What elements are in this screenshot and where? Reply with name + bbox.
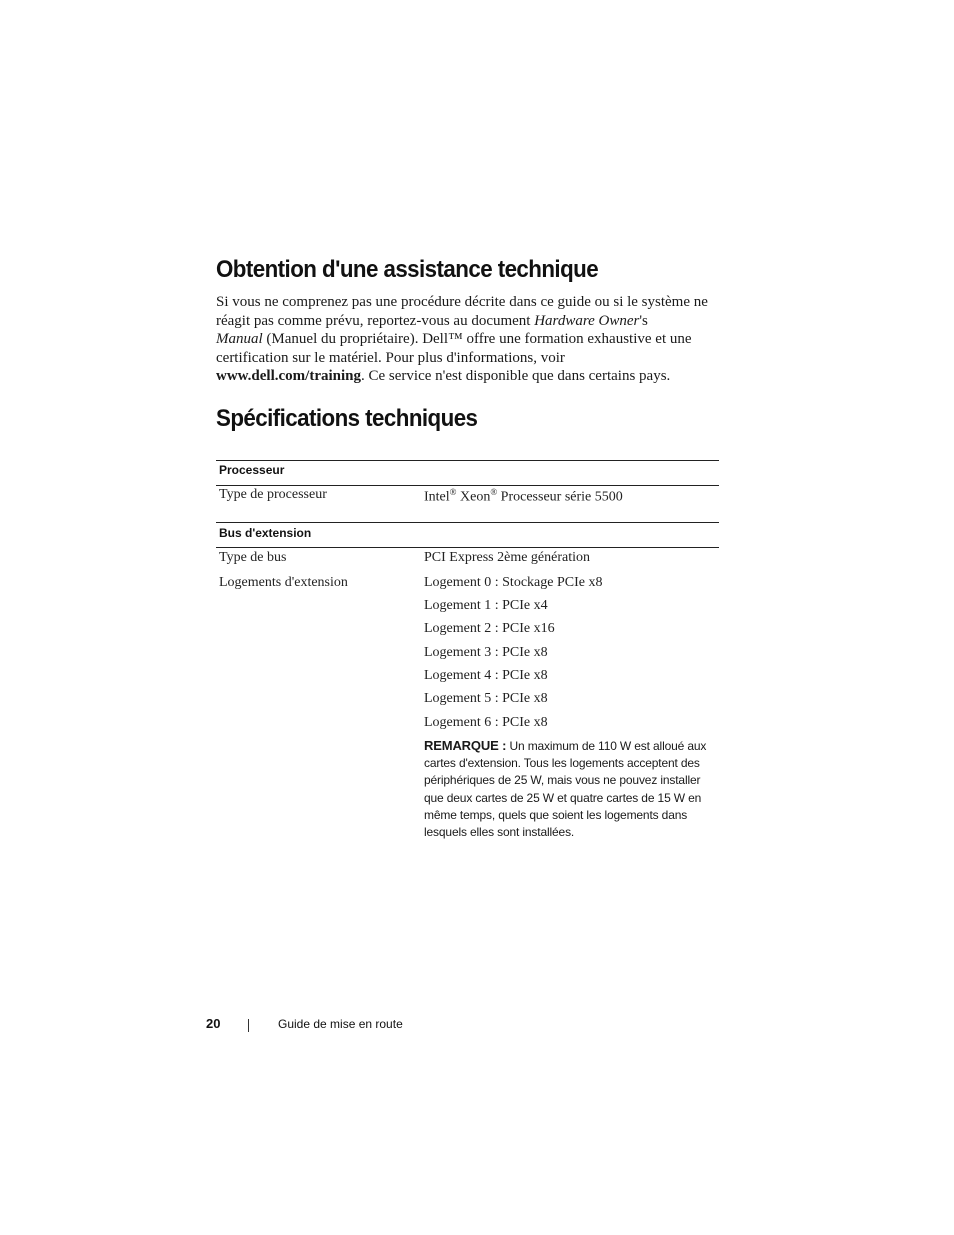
footer-title: Guide de mise en route bbox=[278, 1017, 403, 1031]
slot-item: Logement 0 : Stockage PCIe x8 bbox=[424, 575, 603, 590]
note-label: REMARQUE : bbox=[424, 738, 507, 753]
value-part: Xeon bbox=[456, 489, 491, 505]
table-rule bbox=[216, 522, 719, 523]
table-rule bbox=[216, 485, 719, 486]
slot-item: Logement 1 : PCIe x4 bbox=[424, 598, 548, 613]
table-rule bbox=[216, 460, 719, 461]
slot-item: Logement 2 : PCIe x16 bbox=[424, 621, 555, 636]
slot-item: Logement 5 : PCIe x8 bbox=[424, 691, 548, 706]
slot-item: Logement 4 : PCIe x8 bbox=[424, 668, 548, 683]
processor-type-value bbox=[424, 487, 623, 506]
value-part: Intel bbox=[424, 489, 450, 505]
note-text: Un maximum de 110 W est alloué aux cartes d'extension. Tous les logements acceptent des périphériques de 25 W, mais vous ne pouvez installer que deux cartes de 25 W et quatre cartes de 15 W en même temps, quels que soient les logements dans lesquels elles sont installées. bbox=[424, 739, 707, 840]
table-rule bbox=[216, 547, 719, 548]
table-section-processor: Processeur bbox=[219, 463, 285, 477]
paragraph-text: 's bbox=[639, 312, 648, 329]
paragraph-text: Si vous ne comprenez pas une procédure décrite dans ce guide ou si le système ne réagit pas comme prévu, reportez-vous au document bbox=[216, 294, 708, 329]
processor-type-label: Type de processeur bbox=[219, 487, 327, 502]
doc-title: Hardware Owner bbox=[534, 312, 640, 329]
training-link[interactable]: www.dell.com/training bbox=[216, 368, 361, 385]
assistance-paragraph bbox=[216, 293, 716, 386]
bus-type-value: PCI Express 2ème génération bbox=[424, 550, 591, 565]
page-number: 20 bbox=[206, 1016, 221, 1031]
heading-assistance: Obtention d'une assistance technique bbox=[216, 256, 599, 283]
slot-item: Logement 3 : PCIe x8 bbox=[424, 645, 548, 660]
doc-title: Manual bbox=[216, 331, 263, 348]
slots-label: Logements d'extension bbox=[219, 575, 348, 590]
footer-divider bbox=[248, 1019, 249, 1032]
registered-mark: ® bbox=[490, 487, 498, 497]
slot-item: Logement 6 : PCIe x8 bbox=[424, 715, 548, 730]
value-part: Processeur série 5500 bbox=[497, 489, 623, 505]
paragraph-text: . Ce service n'est disponible que dans certains pays. bbox=[361, 368, 671, 385]
bus-type-label: Type de bus bbox=[219, 550, 287, 565]
registered-mark: ® bbox=[449, 487, 457, 497]
table-section-bus: Bus d'extension bbox=[219, 526, 312, 540]
note bbox=[424, 737, 719, 841]
paragraph-text: (Manuel du propriétaire). Dell™ offre une formation exhaustive et une certification sur le matériel. Pour plus d'informations, voir bbox=[216, 331, 692, 366]
heading-specifications: Spécifications techniques bbox=[216, 405, 478, 432]
